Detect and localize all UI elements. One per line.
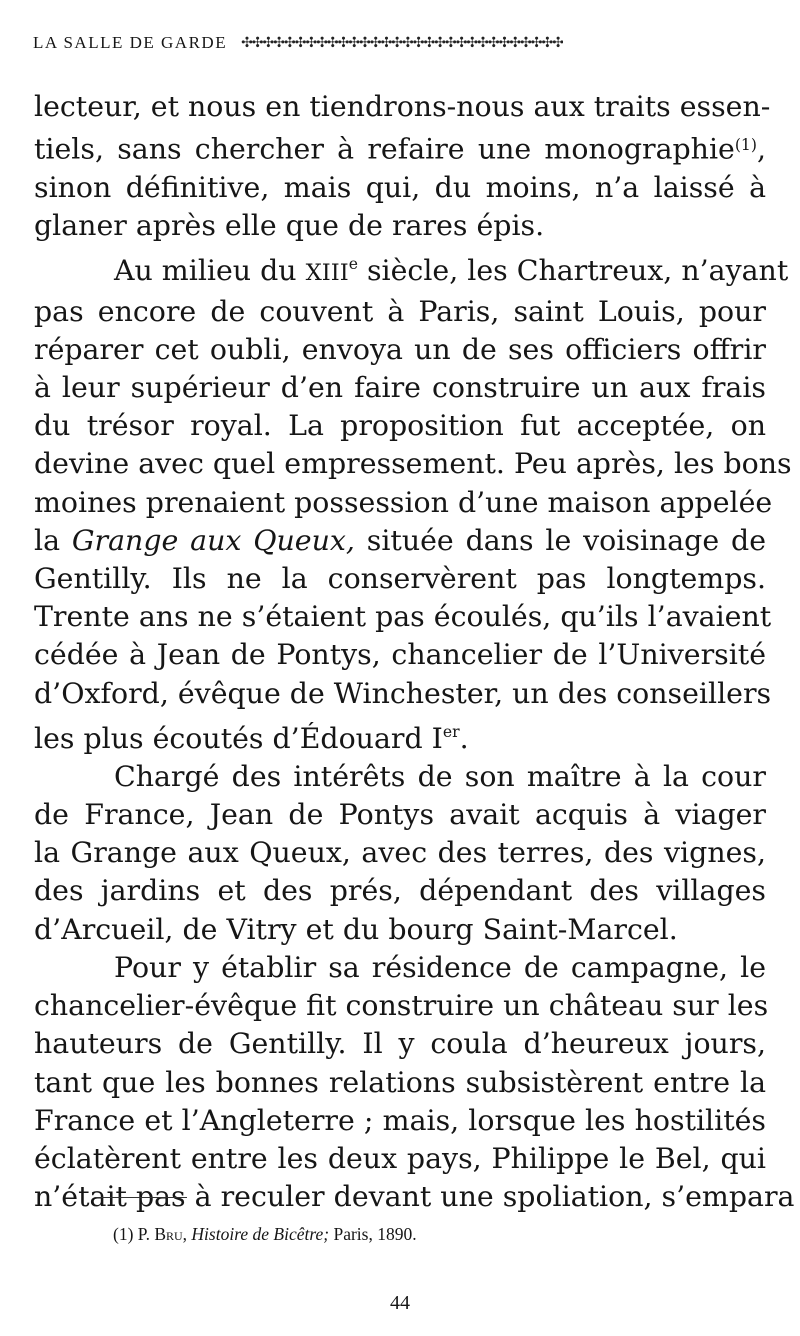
text-run: éclatèrent entre les deux pays, Philippe le Bel, qui [34, 1141, 766, 1175]
text-line [34, 834, 766, 872]
text-line [34, 872, 766, 910]
text-line [34, 758, 766, 796]
decorative-ornament-band: ✣✣✣✣✣✣✣✣✣✣✣✣✣✣✣✣✣✣✣✣✣✣✣✣✣✣✣✣✣✣ [241, 35, 563, 51]
text-line [34, 949, 766, 987]
text-run: tiels, sans chercher à refaire une monographie [34, 132, 735, 166]
text-line [34, 331, 766, 369]
text-run: Gentilly. Ils ne la conservèrent pas longtemps. [34, 561, 766, 595]
text-run: e [348, 255, 358, 274]
text-run: la Grange aux Queux, avec des terres, des vignes, [34, 836, 766, 870]
text-line [34, 445, 792, 483]
text-run: située dans le voisinage de [354, 523, 766, 557]
text-run: d’Oxford, évêque de Winchester, un des conseillers [34, 676, 772, 710]
text-run: . [459, 721, 469, 755]
text-run: réparer cet oubli, envoya un de ses officiers offrir [34, 332, 766, 366]
text-run: , [756, 132, 766, 166]
text-run: tant que les bonnes relations subsistèrent entre la [34, 1065, 766, 1099]
text-run: les plus écoutés d’Édouard I [34, 721, 443, 755]
text-run: lecteur, et nous en tiendrons-nous aux traits essen- [34, 90, 771, 123]
footnote-rest: Paris, 1890. [333, 1224, 417, 1244]
text-line [34, 560, 766, 598]
text-line [34, 88, 771, 126]
footnote-title: Histoire de Bicêtre; [191, 1224, 330, 1244]
text-line [34, 369, 766, 407]
text-run: de France, Jean de Pontys avait acquis à viager [34, 798, 766, 832]
text-line [34, 796, 766, 834]
text-line [34, 1140, 766, 1178]
text-run: d’Arcueil, de Vitry et du bourg Saint-Marcel. [34, 912, 678, 946]
text-line [34, 169, 766, 207]
text-line [34, 675, 772, 713]
text-run: Pour y établir sa résidence de campagne, le [114, 950, 766, 984]
text-run: à leur supérieur d’en faire construire un aux frais [34, 370, 766, 404]
text-run: hauteurs de Gentilly. Il y coula d’heureux jours, [34, 1027, 766, 1061]
text-line [34, 126, 766, 169]
text-run: er [442, 722, 460, 741]
running-title: LA SALLE DE GARDE [33, 33, 228, 52]
footnote-separator [95, 1197, 187, 1198]
text-line [34, 636, 766, 674]
text-line [34, 1064, 766, 1102]
text-line [34, 987, 769, 1025]
text-run: glaner après elle que de rares épis. [34, 209, 545, 243]
text-run: Chargé des intérêts de son maître à la cour [114, 759, 766, 793]
text-line [34, 522, 766, 560]
text-run: Trente ans ne s’étaient pas écoulés, qu’ils l’avaient [34, 600, 772, 634]
text-line [34, 207, 766, 245]
paragraph [34, 949, 795, 1216]
text-run: moines prenaient possession d’une maison appelée [34, 485, 773, 519]
text-line [34, 245, 789, 292]
text-line [34, 293, 766, 331]
text-run: XIII [305, 260, 349, 287]
text-run: du trésor royal. La proposition fut acceptée, on [34, 409, 766, 443]
text-run: Grange aux Queux, [71, 523, 355, 557]
page-number: 44 [390, 1292, 410, 1314]
paragraph [34, 88, 771, 245]
text-run: sinon définitive, mais qui, du moins, n’a laissé à [34, 170, 766, 204]
paragraph [34, 245, 792, 757]
text-line [34, 598, 772, 636]
paragraph [34, 758, 766, 949]
text-run: des jardins et des prés, dépendant des villages [34, 874, 766, 908]
text-run: Au milieu du [114, 254, 306, 288]
text-line [34, 407, 766, 445]
text-run: France et l’Angleterre ; mais, lorsque les hostilités [34, 1103, 766, 1137]
text-run: chancelier-évêque fit construire un château sur les [34, 989, 769, 1023]
text-line [34, 713, 766, 758]
text-line [34, 484, 773, 522]
text-run: cédée à Jean de Pontys, chancelier de l’Université [34, 638, 766, 672]
running-header [33, 30, 773, 56]
footnote-author: P. Bru, [137, 1224, 188, 1244]
text-line [34, 1102, 766, 1140]
text-run: la [34, 523, 72, 557]
body-text [34, 88, 795, 1216]
text-run: pas encore de couvent à Paris, saint Louis, pour [34, 294, 766, 328]
text-run: devine avec quel empressement. Peu après, les bons [34, 447, 792, 481]
footnote-reference: (1) [734, 136, 757, 155]
text-line [34, 1025, 766, 1063]
footnote-marker: (1) [113, 1224, 134, 1244]
text-run: n’était pas à reculer devant une spoliation, s’empara [34, 1180, 795, 1214]
text-line [34, 911, 766, 949]
footnote [113, 1224, 753, 1245]
text-run: siècle, les Chartreux, n’ayant [357, 254, 789, 288]
